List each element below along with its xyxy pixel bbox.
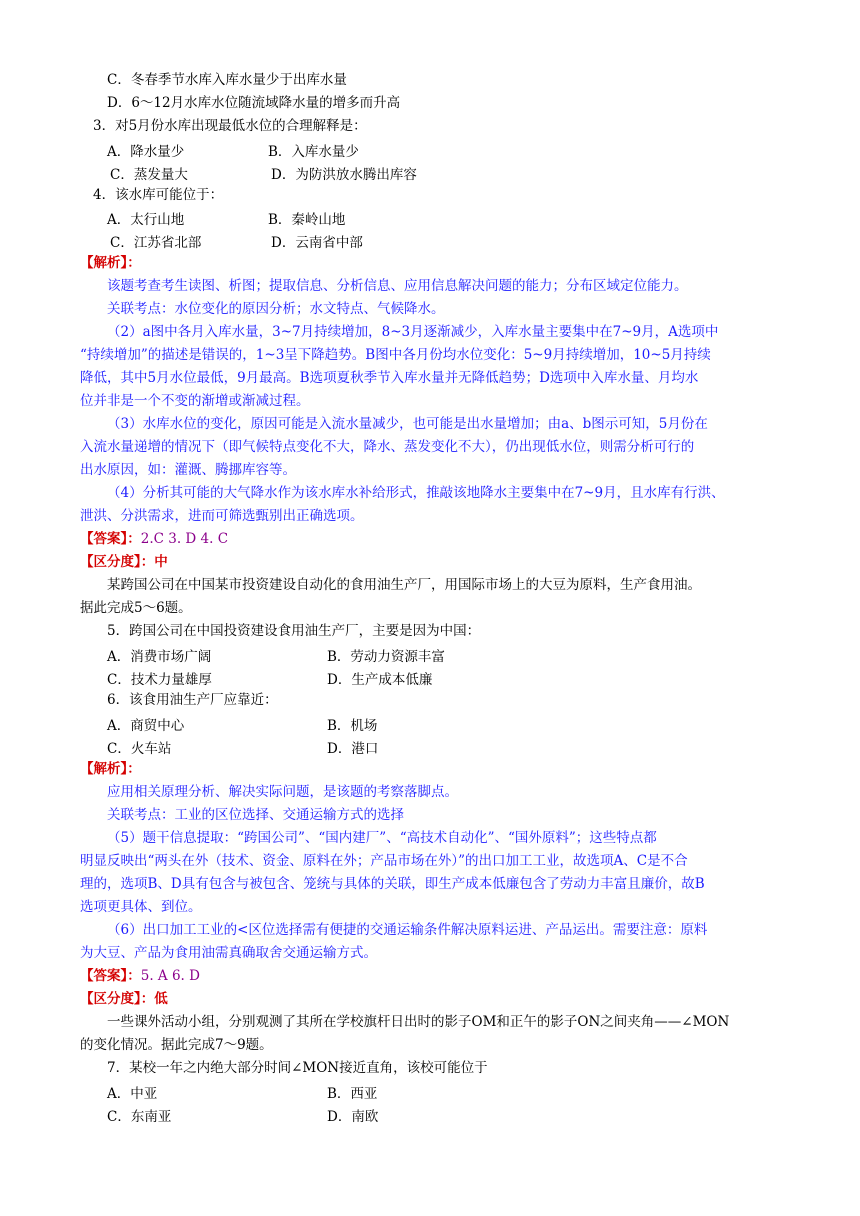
q5-stem: 5．跨国公司在中国投资建设食用油生产厂，主要是因为中国： (107, 623, 481, 639)
analysis-text: （4）分析其可能的大气降水作为该水库水补给形式，推敲该地降水主要集中在7~9月，且水库有行洪、 (107, 485, 725, 501)
q3-option-d: D．为防洪放水腾出库容 (271, 167, 417, 183)
analysis-text: 入流水量递增的情况下（即气候特点变化不大，降水、蒸发变化不大），仍出现低水位，则需分析可行的 (80, 439, 695, 455)
analysis-text: 位并非是一个不变的渐增或渐减过程。 (80, 393, 310, 409)
q4-option-d: D．云南省中部 (271, 235, 363, 251)
answer-value: 5. A 6. D (140, 968, 200, 984)
q7-stem: 7．某校一年之内绝大部分时间∠MON接近直角，该校可能位于 (107, 1060, 488, 1076)
analysis-text: （3）水库水位的变化，原因可能是入流水量减少，也可能是出水量增加；由a、b图示可知，5月份在 (107, 416, 708, 432)
q7-option-b: B．西亚 (327, 1086, 378, 1102)
analysis-text: 理的，选项B、D具有包含与被包含、笼统与具体的关联，即生产成本低廉包含了劳动力丰富且廉价，故B (80, 876, 705, 892)
q4-option-b: B．秦岭山地 (268, 212, 346, 228)
difficulty-value: 中 (154, 554, 168, 570)
q7-option-d: D．南欧 (327, 1109, 379, 1125)
analysis-text: 应用相关原理分析、解决实际问题，是该题的考察落脚点。 (107, 784, 458, 800)
q2-option-d: D．6～12月水库水位随流域降水量的增多而升高 (107, 95, 401, 111)
difficulty-row (80, 990, 168, 1008)
analysis-label: 【解析】： (80, 255, 141, 271)
analysis-text: “持续增加”的描述是错误的，1~3呈下降趋势。B图中各月份均水位变化：5~9月持续增加，10~5月持续 (80, 347, 711, 363)
q6-option-c: C．火车站 (107, 741, 172, 757)
question-stem: 一些课外活动小组，分别观测了其所在学校旗杆日出时的影子OM和正午的影子ON之间夹角——∠MON (107, 1014, 730, 1030)
q7-option-c: C．东南亚 (107, 1109, 172, 1125)
q5-option-c: C．技术力量雄厚 (107, 672, 212, 688)
q4-option-a: A．太行山地 (107, 212, 185, 228)
analysis-text: （5）题干信息提取：“跨国公司”、“国内建厂”、“高技术自动化”、“国外原料”；这些特点都 (107, 830, 657, 846)
q4-option-c: C．江苏省北部 (110, 235, 202, 251)
q3-stem: 3．对5月份水库出现最低水位的合理解释是： (93, 118, 367, 134)
q3-option-a: A．降水量少 (107, 144, 185, 160)
q5-option-b: B．劳动力资源丰富 (327, 649, 445, 665)
q3-option-c: C．蒸发量大 (110, 167, 188, 183)
q6-stem: 6．该食用油生产厂应靠近： (107, 692, 278, 708)
question-stem: 的变化情况。据此完成7～9题。 (80, 1037, 273, 1053)
analysis-text: 明显反映出“两头在外（技术、资金、原料在外；产品市场在外）”的出口加工工业，故选项A、C是不合 (80, 853, 688, 869)
analysis-text: 该题考查考生读图、析图；提取信息、分析信息、应用信息解决问题的能力；分布区域定位能力。 (107, 278, 688, 294)
question-stem: 据此完成5～6题。 (80, 600, 192, 616)
analysis-text: （6）出口加工工业的<区位选择需有便捷的交通运输条件解决原料运进、产品运出。需要注意：原料 (107, 922, 708, 938)
analysis-text: 出水原因，如：灌溉、腾挪库容等。 (80, 462, 296, 478)
question-stem: 某跨国公司在中国某市投资建设自动化的食用油生产厂，用国际市场上的大豆为原料，生产食用油。 (107, 577, 701, 593)
q6-option-b: B．机场 (327, 718, 378, 734)
q4-stem: 4．该水库可能位于： (93, 187, 224, 203)
answer-row (80, 967, 200, 985)
analysis-text: 选项更具体、到位。 (80, 899, 202, 915)
difficulty-row (80, 553, 168, 571)
q5-option-d: D．生产成本低廉 (327, 672, 433, 688)
q6-option-d: D．港口 (327, 741, 379, 757)
analysis-text: （2）a图中各月入库水量，3~7月持续增加，8~3月逐渐减少，入库水量主要集中在7~9月，A选项中 (107, 324, 719, 340)
analysis-text: 关联考点：工业的区位选择、交通运输方式的选择 (107, 807, 404, 823)
answer-row (80, 530, 228, 548)
q6-option-a: A．商贸中心 (107, 718, 185, 734)
difficulty-label: 【区分度】： (80, 991, 155, 1007)
analysis-text: 为大豆、产品为食用油需真确取舍交通运输方式。 (80, 945, 377, 961)
analysis-text: 关联考点：水位变化的原因分析；水文特点、气候降水。 (107, 301, 445, 317)
difficulty-value: 低 (154, 991, 168, 1007)
analysis-text: 泄洪、分洪需求，进而可筛选甄别出正确选项。 (80, 508, 364, 524)
q3-option-b: B．入库水量少 (268, 144, 359, 160)
q7-option-a: A．中亚 (107, 1086, 158, 1102)
q5-option-a: A．消费市场广阔 (107, 649, 212, 665)
q2-option-c: C．冬春季节水库入库水量少于出库水量 (107, 72, 347, 88)
answer-label: 【答案】： (80, 531, 141, 547)
difficulty-label: 【区分度】： (80, 554, 155, 570)
answer-value: 2.C 3. D 4. C (140, 531, 229, 547)
answer-label: 【答案】： (80, 968, 141, 984)
analysis-text: 降低，其中5月水位最低，9月最高。B选项夏秋季节入库水量并无降低趋势；D选项中入库水量、月均水 (80, 370, 699, 386)
analysis-label: 【解析】： (80, 761, 141, 777)
